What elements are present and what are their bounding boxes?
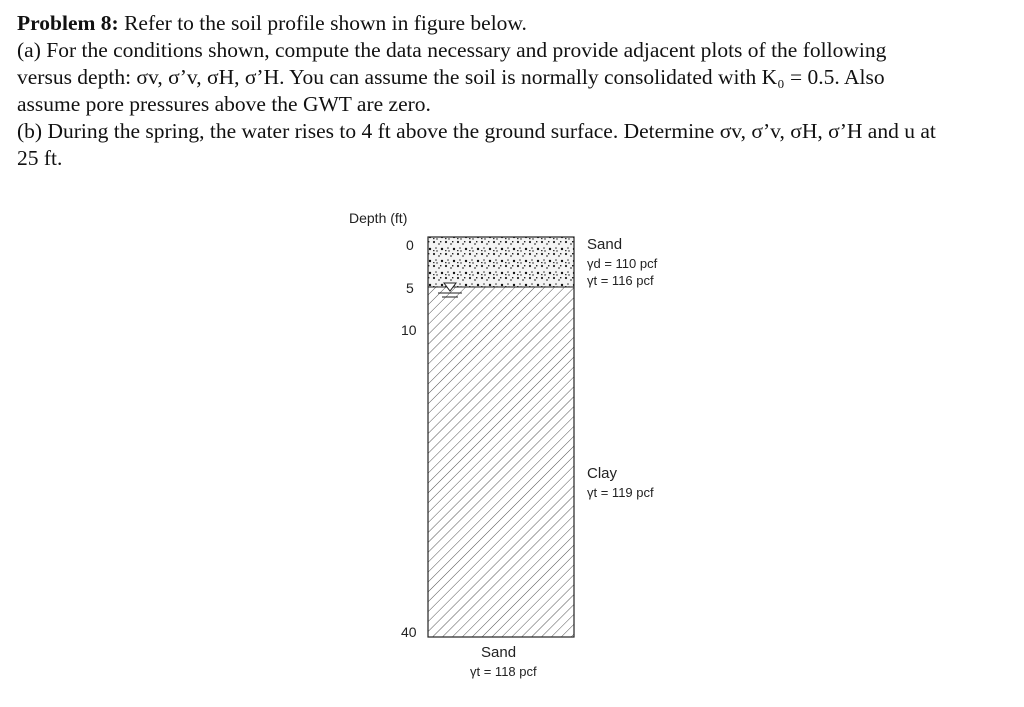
- depth-tick-10: 10: [401, 322, 417, 338]
- top-sand-gamma-t: γt = 116 pcf: [587, 273, 654, 288]
- bottom-sand-gamma-t: γt = 118 pcf: [470, 664, 537, 679]
- clay-label: Clay: [587, 465, 618, 482]
- bottom-sand-label: Sand: [481, 644, 517, 661]
- top-sand-gamma-d: γd = 110 pcf: [587, 256, 658, 271]
- depth-axis-title: Depth (ft): [349, 210, 408, 226]
- part-b-line-2: 25 ft.: [17, 146, 63, 170]
- part-a-line-1: (a) For the conditions shown, compute the data necessary and provide adjacent plots of the following: [17, 38, 887, 62]
- depth-tick-5: 5: [406, 280, 414, 296]
- depth-tick-0: 0: [406, 237, 414, 253]
- clay-gamma-t: γt = 119 pcf: [587, 485, 654, 500]
- problem-intro: Refer to the soil profile shown in figure below.: [124, 11, 527, 35]
- top-sand-label: Sand: [587, 236, 623, 253]
- depth-tick-40: 40: [401, 624, 417, 640]
- part-b-line-1: (b) During the spring, the water rises to 4 ft above the ground surface. Determine σv, σ’v, σH, σ’H and u at: [17, 119, 936, 143]
- sand-layer-top: [428, 237, 574, 287]
- part-a-line-3: assume pore pressures above the GWT are zero.: [17, 92, 431, 116]
- part-a-line-2: versus depth: σv, σ’v, σH, σ’H. You can assume the soil is normally consolidated with K₀ = 0.5. Also: [17, 65, 885, 89]
- clay-layer: [428, 287, 574, 637]
- problem-heading: Problem 8:: [17, 11, 119, 35]
